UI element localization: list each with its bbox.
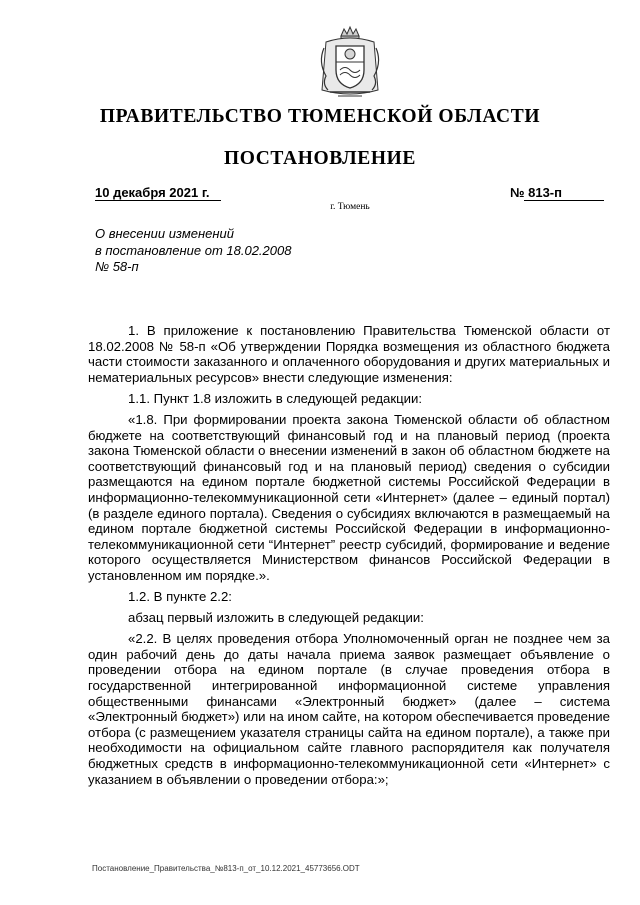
government-title: ПРАВИТЕЛЬСТВО ТЮМЕНСКОЙ ОБЛАСТИ xyxy=(99,106,541,127)
subject-line: О внесении изменений xyxy=(95,226,234,241)
document-subject xyxy=(95,226,291,276)
paragraph: абзац первый изложить в следующей редакции: xyxy=(128,610,424,626)
document-body xyxy=(88,323,610,793)
paragraph: «2.2. В целях проведения отбора Уполномоченный орган не позднее чем за один рабочий день до даты начала приема заявок размещает объявление о проведении отбора на едином портале (в случае проведения отбора в государственной интегрированной информационной системе управления общественными финансами «Электронный бюджет» (далее – система «Электронный бюджет») или на ином сайте, на котором обеспечивается проведение отбора (с размещением указателя страницы сайта на едином портале), а также при необходимости на официальном сайте главного распорядителя как получателя бюджетных средств в информационно-телекоммуникационной сети «Интернет» с указанием в объявлении о проведении отбора:»; xyxy=(88,631,610,787)
subject-line: в постановление от 18.02.2008 xyxy=(95,242,292,258)
coat-of-arms-icon xyxy=(314,24,386,104)
paragraph: 1.1. Пункт 1.8 изложить в следующей редакции: xyxy=(128,390,423,406)
document-number: № 813-п xyxy=(510,185,562,200)
paragraph: 1. В приложение к постановлению Правительства Тюменской области от 18.02.2008 № 58-п «Об утверждении Порядка возмещения из областного бюджета части стоимости заказанного и оплаченного оборудования и других материальных и нематериальных ресурсов» внести следующие изменения: xyxy=(88,323,610,385)
number-underline xyxy=(524,200,604,201)
document-city: г. Тюмень xyxy=(330,202,370,212)
document-type: ПОСТАНОВЛЕНИЕ xyxy=(223,148,417,169)
document-date: 10 декабря 2021 г. xyxy=(95,185,210,200)
paragraph: 1.2. В пункте 2.2: xyxy=(128,589,232,604)
paragraph: «1.8. При формировании проекта закона Тюменской области об областном бюджете на соответствующий финансовый год и на плановый период (проекта закона Тюменской области о внесении изменений в закон об областном бюджете на соответствующий финансовый год и на плановый период) сведения о субсидии размещаются на едином портале бюджетной системы Российской Федерации в информационно-телекоммуникационной сети «Интернет» (далее – единый портал) (в разделе единого портала). Сведения о субсидиях включаются в размещаемый на едином портале бюджетной системы Российской Федерации в информационно-телекоммуникационной сети “Интернет” реестр субсидий, формирование и ведение которого осуществляется Министерством финансов Российской Федерации в установленном им порядке.». xyxy=(88,411,610,583)
document-footer: Постановление_Правительства_№813-п_от_10.12.2021_45773656.ODT xyxy=(92,864,360,873)
subject-line: № 58-п xyxy=(95,259,139,274)
date-underline xyxy=(95,200,221,201)
